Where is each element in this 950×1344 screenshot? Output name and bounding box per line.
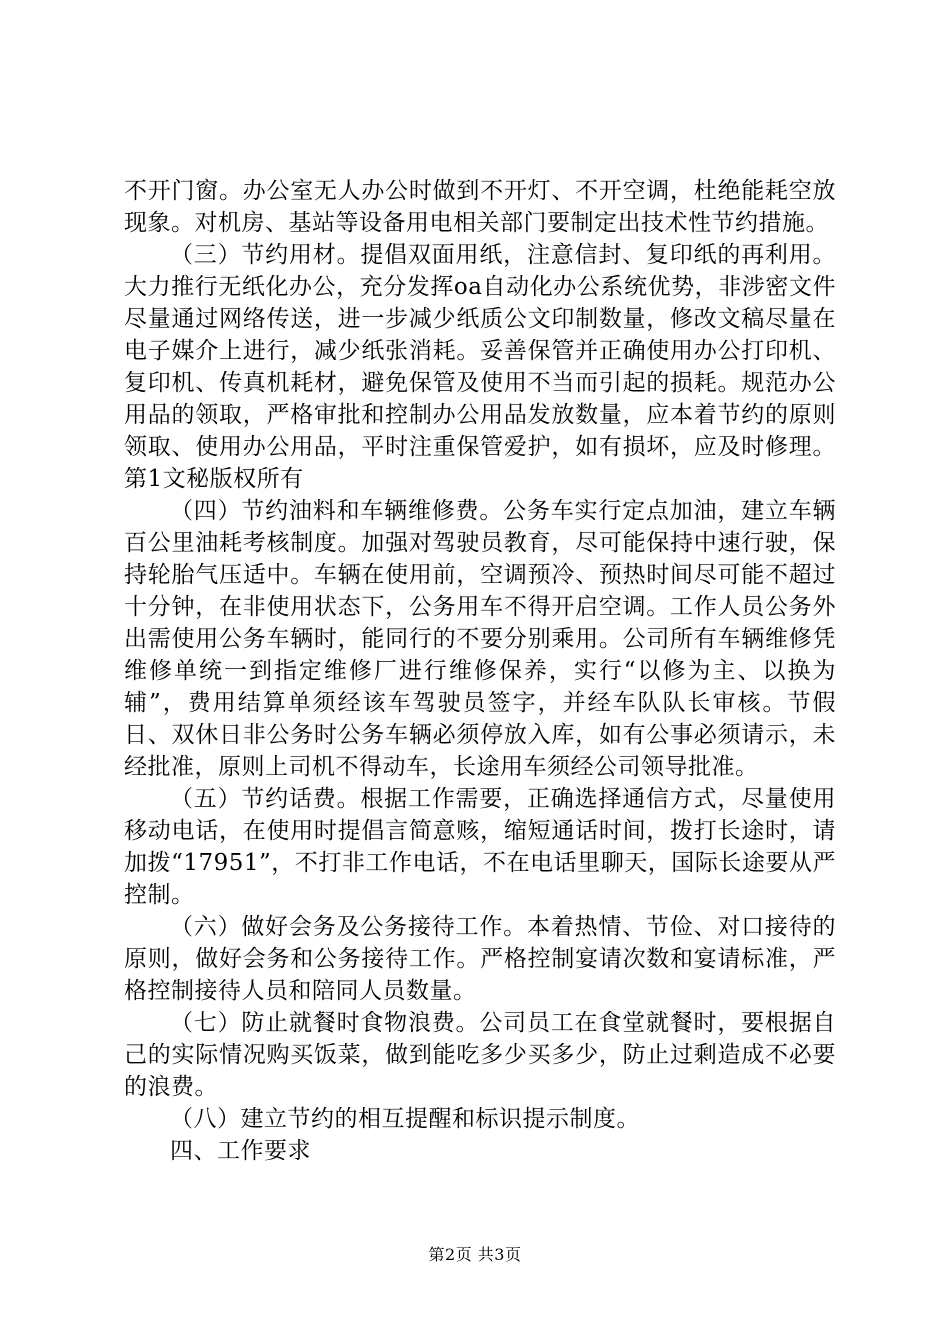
paragraph-section-6-reception: （六）做好会务及公务接待工作。本着热情、节俭、对口接待的原则，做好会务和公务接待工作。严格控制宴请次数和宴请标准，严格控制接待人员和陪同人员数量。 [124,914,836,1004]
paragraph-section-4-vehicles: （四）节约油料和车辆维修费。公务车实行定点加油，建立车辆百公里油耗考核制度。加强对驾驶员教育，尽可能保持中速行驶，保持轮胎气压适中。车辆在使用前，空调预冷、预热时间尽可能不超过十分钟，在非使用状态下，公务用车不得开启空调。工作人员公务外出需使用公务车辆时，能同行的不要分别乘用。公司所有车辆维修凭维修单统一到指定维修厂进行维修保养，实行“以修为主、以换为辅”，费用结算单须经该车驾驶员签字，并经车队队长审核。节假日、双休日非公务时公务车辆必须停放入库，如有公事必须请示，未经批准，原则上司机不得动车，长途用车须经公司领导批准。 [124,498,836,780]
paragraph-continuation: 不开门窗。办公室无人办公时做到不开灯、不开空调，杜绝能耗空放现象。对机房、基站等设备用电相关部门要制定出技术性节约措施。 [124,178,836,236]
paragraph-section-5-phone: （五）节约话费。根据工作需要，正确选择通信方式，尽量使用移动电话，在使用时提倡言简意赅，缩短通话时间，拨打长途时，请加拨“17951”，不打非工作电话，不在电话里聊天，国际长途要从严控制。 [124,786,836,908]
paragraph-section-7-food: （七）防止就餐时食物浪费。公司员工在食堂就餐时，要根据自己的实际情况购买饭菜，做到能吃多少买多少，防止过剩造成不必要的浪费。 [124,1010,836,1100]
section-heading-work-requirements: 四、工作要求 [170,1138,311,1164]
page-number-footer: 第2页 共3页 [428,1245,522,1264]
document-body [124,175,836,1167]
paragraph-section-3-materials: （三）节约用材。提倡双面用纸，注意信封、复印纸的再利用。大力推行无纸化办公，充分发挥oa自动化办公系统优势，非涉密文件尽量通过网络传送，进一步减少纸质公文印制数量，修改文稿尽量在电子媒介上进行，减少纸张消耗。妥善保管并正确使用办公打印机、复印机、传真机耗材，避免保管及使用不当而引起的损耗。规范办公用品的领取，严格审批和控制办公用品发放数量，应本着节约的原则领取、使用办公用品，平时注重保管爱护，如有损坏，应及时修理。第1文秘版权所有 [124,242,836,492]
paragraph-section-8-reminder: （八）建立节约的相互提醒和标识提示制度。 [170,1106,640,1132]
